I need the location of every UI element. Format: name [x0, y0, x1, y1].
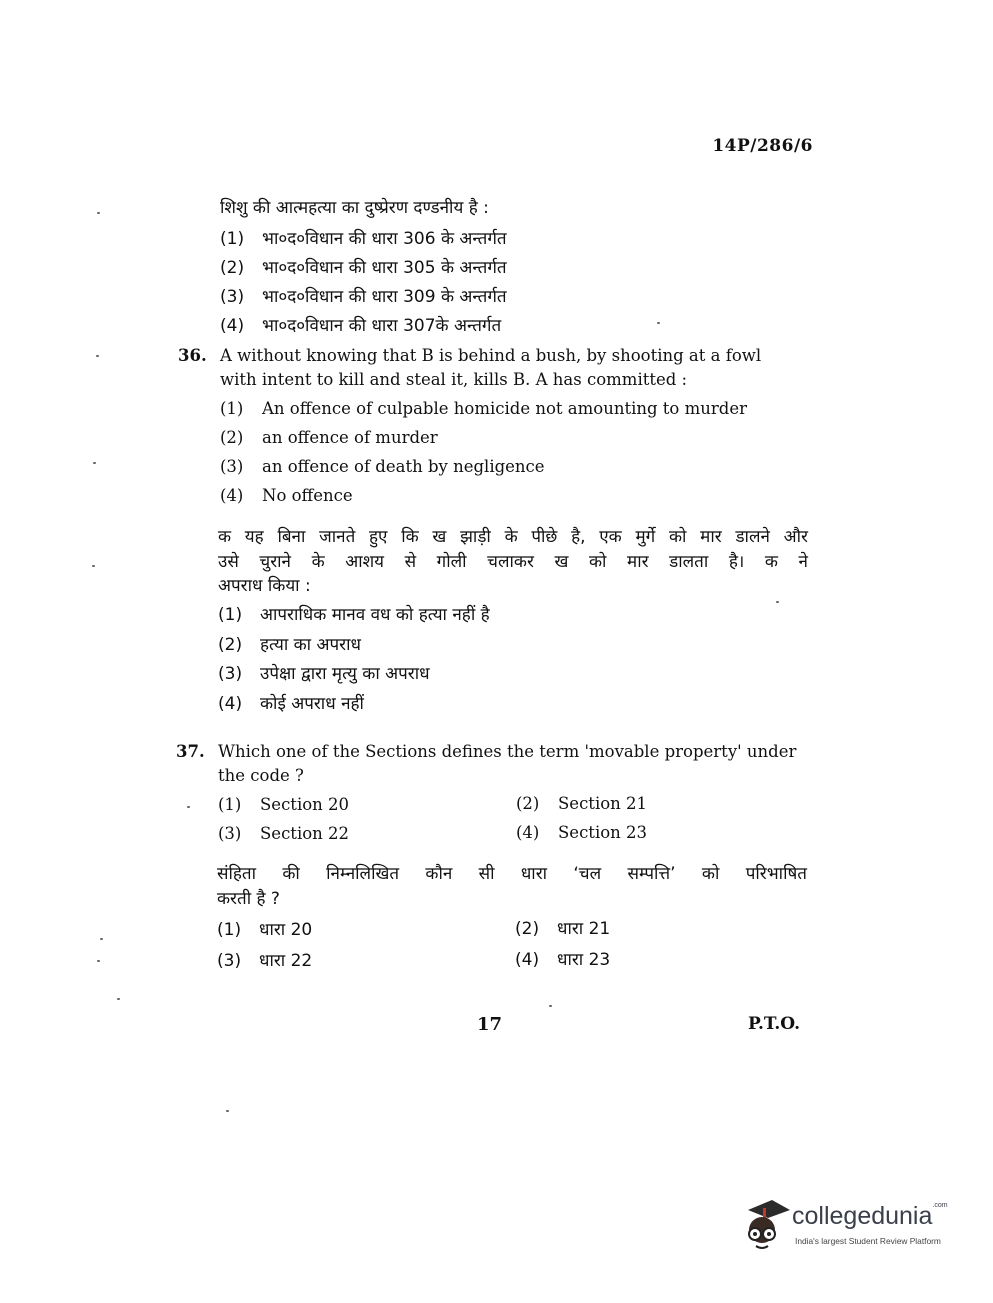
option-text: Section 21	[558, 794, 648, 813]
q37-option	[218, 824, 349, 843]
option-text: Section 23	[558, 823, 648, 842]
please-turn-over: P.T.O.	[748, 1014, 800, 1034]
q37-hindi-option	[515, 916, 610, 939]
q37-option	[516, 794, 647, 813]
page-number: 17	[477, 1014, 503, 1035]
option-text: भा०द०विधान की धारा 305 के अन्तर्गत	[262, 258, 507, 278]
q37-option	[516, 823, 647, 842]
scan-speck	[97, 960, 100, 962]
q37-hindi-option	[217, 948, 312, 971]
option-number: (4)	[516, 823, 540, 842]
q36-hindi-option	[218, 691, 364, 714]
option-number: (4)	[220, 486, 244, 505]
q36-hindi-option	[218, 602, 490, 625]
q35-hindi-option	[220, 226, 507, 249]
brand-name	[792, 1202, 948, 1231]
q37-hindi-stem-line1: संहिता की निम्नलिखित कौन सी धारा ‘चल सम्पत्ति’ को परिभाषित	[217, 864, 807, 884]
option-text: उपेक्षा द्वारा मृत्यु का अपराध	[260, 664, 430, 684]
option-text: an offence of death by negligence	[262, 457, 545, 476]
q37-stem-line2: the code ?	[218, 766, 304, 785]
scan-speck	[226, 1110, 229, 1112]
option-number: (3)	[218, 824, 242, 843]
option-text: Section 20	[260, 795, 350, 814]
q37-hindi-option	[217, 917, 312, 940]
option-text: कोई अपराध नहीं	[260, 694, 364, 714]
scan-speck	[549, 1005, 552, 1007]
option-number: (1)	[218, 605, 243, 625]
graduate-mascot-icon	[738, 1196, 794, 1258]
option-number: (3)	[217, 951, 242, 971]
q37-hindi-option	[515, 947, 610, 970]
option-text: No offence	[262, 486, 353, 505]
option-number: (3)	[220, 287, 245, 307]
option-text: Section 22	[260, 824, 350, 843]
option-number: (2)	[515, 919, 540, 939]
option-text: धारा 20	[259, 920, 313, 940]
q35-hindi-option	[220, 284, 507, 307]
option-number: (3)	[218, 664, 243, 684]
option-number: (2)	[220, 428, 244, 447]
option-text: हत्या का अपराध	[260, 635, 361, 655]
q36-option	[220, 486, 353, 505]
q36-hindi-option	[218, 632, 361, 655]
option-text: धारा 22	[259, 951, 313, 971]
option-text: भा०द०विधान की धारा 307के अन्तर्गत	[262, 316, 502, 336]
brand-tagline: India's largest Student Review Platform	[795, 1236, 941, 1246]
option-number: (1)	[220, 399, 244, 418]
q36-option	[220, 428, 438, 447]
option-number: (4)	[220, 316, 245, 336]
option-number: (2)	[516, 794, 540, 813]
scan-speck	[776, 601, 779, 603]
brand-name-text: collegedunia	[792, 1202, 933, 1230]
option-number: (4)	[218, 694, 243, 714]
scan-speck	[187, 806, 190, 808]
q36-stem-line2: with intent to kill and steal it, kills B. A has committed :	[220, 370, 688, 389]
option-text: धारा 23	[557, 950, 611, 970]
scan-speck	[657, 322, 660, 324]
q37-stem-line1: Which one of the Sections defines the term 'movable property' under	[218, 742, 797, 761]
q36-stem-line1: A without knowing that B is behind a bush, by shooting at a fowl	[220, 346, 762, 365]
option-number: (1)	[220, 229, 245, 249]
q36-hindi-option	[218, 661, 430, 684]
scan-speck	[96, 355, 99, 357]
collegedunia-watermark	[738, 1196, 963, 1258]
q35-hindi-option	[220, 255, 507, 278]
option-number: (3)	[220, 457, 244, 476]
option-number: (2)	[220, 258, 245, 278]
option-number: (4)	[515, 950, 540, 970]
q37-number: 37.	[176, 742, 205, 761]
option-number: (2)	[218, 635, 243, 655]
option-text: an offence of murder	[262, 428, 438, 447]
q37-hindi-stem-line2: करती है ?	[217, 889, 280, 909]
scan-speck	[117, 998, 120, 1000]
q36-hindi-stem-line2: उसे चुराने के आशय से गोली चलाकर ख को मार डालता है। क ने	[218, 552, 808, 572]
option-text: आपराधिक मानव वध को हत्या नहीं है	[260, 605, 490, 625]
q37-option	[218, 795, 349, 814]
brand-suffix: .com	[932, 1202, 948, 1209]
scan-speck	[93, 462, 96, 464]
option-text: भा०द०विधान की धारा 309 के अन्तर्गत	[262, 287, 507, 307]
option-number: (1)	[217, 920, 242, 940]
scan-speck	[97, 212, 100, 214]
scan-speck	[100, 938, 103, 940]
q36-hindi-stem-line3: अपराध किया :	[218, 576, 311, 596]
q36-number: 36.	[178, 346, 207, 365]
q36-hindi-stem-line1: क यह बिना जानते हुए कि ख झाड़ी के पीछे है, एक मुर्गे को मार डालने और	[218, 527, 808, 547]
option-text: भा०द०विधान की धारा 306 के अन्तर्गत	[262, 229, 507, 249]
q35-hindi-option	[220, 313, 501, 336]
scan-speck	[92, 565, 95, 567]
option-number: (1)	[218, 795, 242, 814]
paper-code: 14P/286/6	[712, 136, 813, 156]
q35-hindi-stem: शिशु की आत्महत्या का दुष्प्रेरण दण्डनीय है :	[220, 198, 489, 218]
option-text: धारा 21	[557, 919, 611, 939]
option-text: An offence of culpable homicide not amounting to murder	[262, 399, 747, 418]
q36-option	[220, 457, 545, 476]
q36-option	[220, 399, 747, 418]
